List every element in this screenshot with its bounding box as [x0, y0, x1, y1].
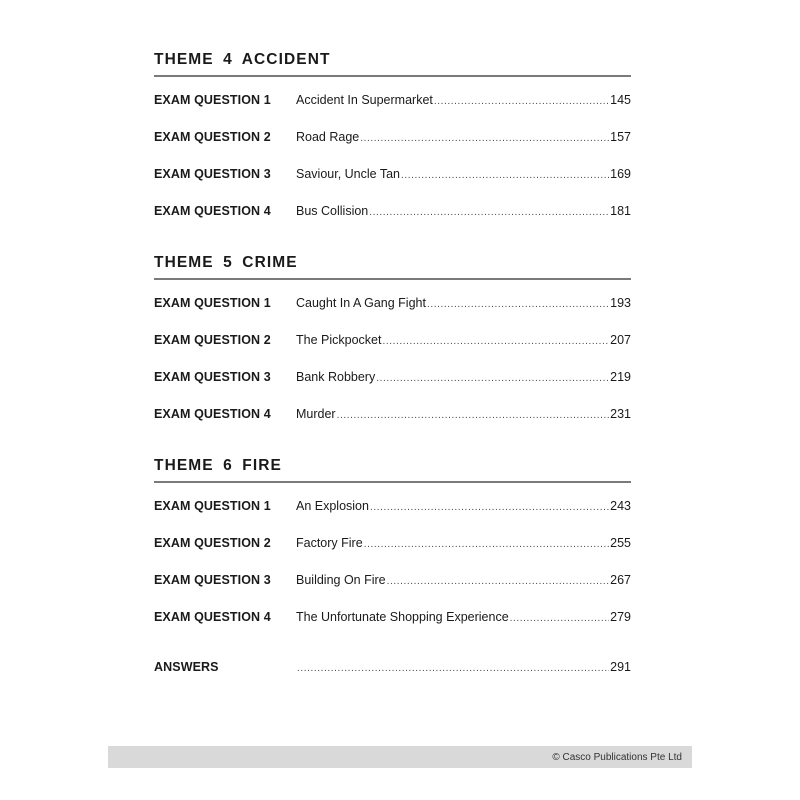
- entry-title: Bus Collision: [296, 203, 369, 218]
- page-number: 145: [610, 92, 631, 107]
- exam-question-label: EXAM QUESTION 4: [154, 609, 271, 624]
- page-number: 181: [610, 203, 631, 218]
- dot-leader: [510, 613, 610, 624]
- exam-question-label: EXAM QUESTION 4: [154, 203, 271, 218]
- toc-entry[interactable]: [154, 487, 631, 524]
- toc-entry[interactable]: [154, 561, 631, 598]
- page-number: 219: [610, 369, 631, 384]
- entry-title: Accident In Supermarket: [296, 92, 433, 107]
- toc-entry[interactable]: [154, 192, 631, 229]
- toc-entry[interactable]: [154, 118, 631, 155]
- exam-question-label: EXAM QUESTION 4: [154, 406, 271, 421]
- dot-leader: [382, 336, 609, 347]
- exam-question-label: EXAM QUESTION 2: [154, 129, 271, 144]
- theme-6-section: [154, 456, 631, 635]
- exam-question-label: EXAM QUESTION 1: [154, 92, 271, 107]
- theme-title: THEME 4 ACCIDENT: [154, 51, 331, 68]
- page-number: 207: [610, 332, 631, 347]
- entry-title: Bank Robbery: [296, 369, 376, 384]
- entry-title: Road Rage: [296, 129, 360, 144]
- entry-title: The Pickpocket: [296, 332, 382, 347]
- theme-4-section: [154, 50, 631, 229]
- toc-entry[interactable]: [154, 81, 631, 118]
- toc-entry[interactable]: [154, 155, 631, 192]
- entry-title: An Explosion: [296, 498, 369, 513]
- footer-bar: [108, 746, 692, 768]
- toc-entry[interactable]: [154, 321, 631, 358]
- toc-entry[interactable]: [154, 524, 631, 561]
- exam-question-label: EXAM QUESTION 1: [154, 498, 271, 513]
- exam-question-label: EXAM QUESTION 2: [154, 332, 271, 347]
- toc-entry[interactable]: [154, 598, 631, 635]
- dot-leader: [337, 410, 610, 421]
- dot-leader: [297, 663, 609, 674]
- page-number: 157: [610, 129, 631, 144]
- entry-title: Saviour, Uncle Tan: [296, 166, 400, 181]
- page-number: 279: [610, 609, 631, 624]
- dot-leader: [401, 170, 609, 181]
- dot-leader: [427, 299, 609, 310]
- page-number: 231: [610, 406, 631, 421]
- entry-title: Murder: [296, 406, 336, 421]
- page-number: 291: [610, 660, 631, 674]
- dot-leader: [364, 539, 609, 550]
- entry-title: Caught In A Gang Fight: [296, 295, 426, 310]
- exam-question-label: EXAM QUESTION 1: [154, 295, 271, 310]
- dot-leader: [369, 207, 609, 218]
- entry-title: Building On Fire: [296, 572, 386, 587]
- toc-entry[interactable]: [154, 284, 631, 321]
- page-number: 243: [610, 498, 631, 513]
- toc-entry[interactable]: [154, 395, 631, 432]
- answers-entry[interactable]: [154, 657, 631, 677]
- theme-5-section: [154, 253, 631, 432]
- dot-leader: [434, 96, 609, 107]
- exam-question-label: EXAM QUESTION 3: [154, 369, 271, 384]
- exam-question-label: EXAM QUESTION 3: [154, 166, 271, 181]
- dot-leader: [387, 576, 610, 587]
- page-number: 193: [610, 295, 631, 310]
- dot-leader: [360, 133, 609, 144]
- theme-title: THEME 5 CRIME: [154, 254, 298, 271]
- page-number: 255: [610, 535, 631, 550]
- dot-leader: [376, 373, 609, 384]
- entry-title: The Unfortunate Shopping Experience: [296, 609, 509, 624]
- page-number: 267: [610, 572, 631, 587]
- page-number: 169: [610, 166, 631, 181]
- answers-label: ANSWERS: [154, 660, 219, 674]
- copyright-text: © Casco Publications Pte Ltd: [552, 751, 682, 763]
- dot-leader: [370, 502, 609, 513]
- exam-question-label: EXAM QUESTION 3: [154, 572, 271, 587]
- exam-question-label: EXAM QUESTION 2: [154, 535, 271, 550]
- theme-title: THEME 6 FIRE: [154, 457, 282, 474]
- entry-title: Factory Fire: [296, 535, 363, 550]
- toc-entry[interactable]: [154, 358, 631, 395]
